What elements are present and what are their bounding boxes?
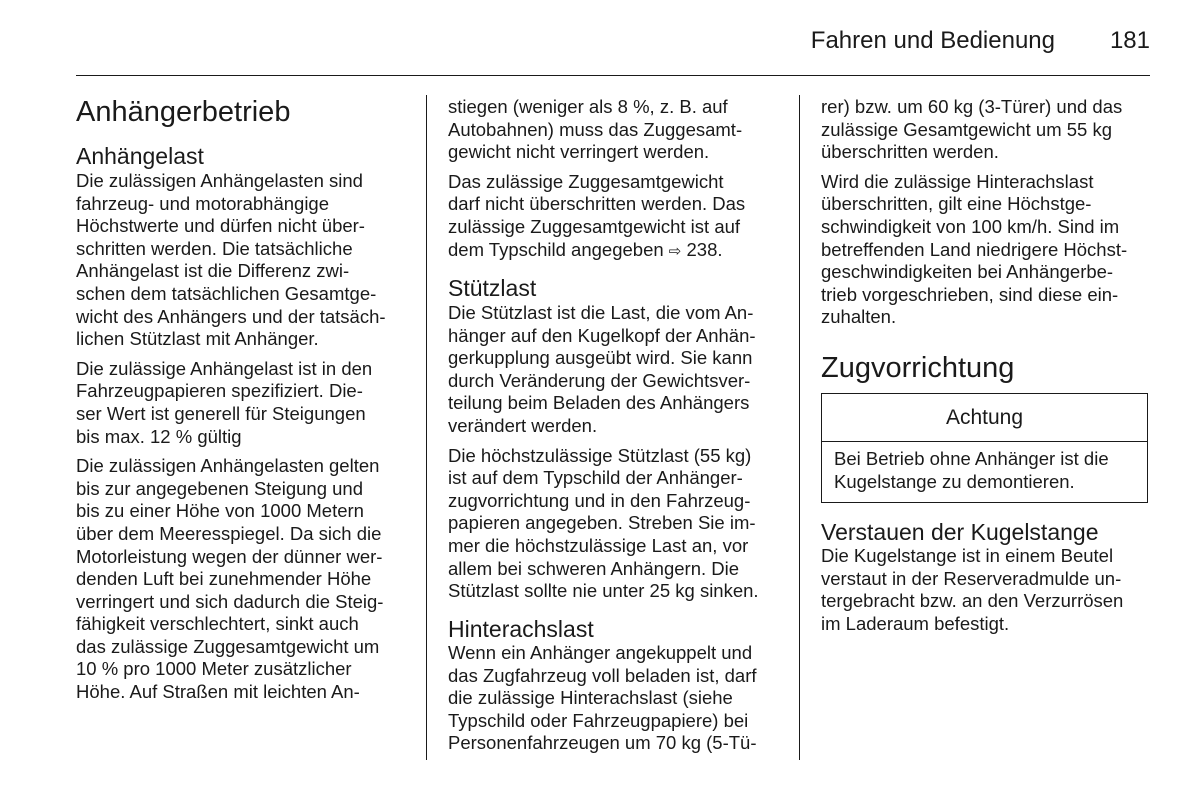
- paragraph: [821, 96, 1127, 329]
- text-line: Die Stützlast ist die Last, die vom An-: [448, 302, 754, 323]
- text-line: Wenn ein Anhänger angekuppelt und: [448, 642, 753, 663]
- text-line: zulässige Gesamtgewicht um 55 kg: [821, 118, 1112, 140]
- text-line-start: dem Typschild angegeben: [448, 238, 664, 260]
- text-line: zuhalten.: [821, 306, 897, 328]
- paragraph: [448, 96, 745, 261]
- text-line: Die höchstzulässige Stützlast (55 kg): [448, 444, 752, 466]
- text-line: bis max. 12 % gültig: [76, 425, 242, 447]
- column-divider-right: [799, 95, 800, 760]
- text-line: Das zulässige Zuggesamtgewicht: [448, 170, 724, 192]
- text-line: Wird die zulässige Hinterachslast: [821, 170, 1094, 192]
- text-line: betreffenden Land niedrigere Höchst-: [821, 238, 1128, 260]
- text-line: fahrzeug- und motorabhängige: [76, 192, 330, 214]
- text-line: bis zur angegebenen Steigung und: [76, 477, 363, 499]
- paragraph: [448, 302, 759, 603]
- text-line: durch Veränderung der Gewichtsver-: [448, 369, 751, 391]
- text-line: verändert werden.: [448, 414, 598, 436]
- column-divider-left: [426, 95, 427, 760]
- text-line: Die zulässigen Anhängelasten sind: [76, 170, 363, 191]
- text-line: Höchstwerte und dürfen nicht über-: [76, 215, 365, 237]
- text-line: schwindigkeit von 100 km/h. Sind im: [821, 215, 1120, 237]
- running-header-title: Fahren und Bedienung: [810, 27, 1055, 54]
- text-line: verringert und sich dadurch die Steig-: [76, 590, 384, 612]
- text-line: Höhe. Auf Straßen mit leichten An-: [76, 681, 360, 703]
- text-line: Autobahnen) muss das Zuggesamt-: [448, 118, 743, 140]
- text-line: überschritten, gilt eine Höchstge-: [821, 193, 1092, 215]
- text-line: trieb vorgeschrieben, sind diese ein-: [821, 283, 1119, 305]
- paragraph: [76, 170, 386, 704]
- text-line: 10 % pro 1000 Meter zusätzlicher: [76, 658, 352, 680]
- text-line: allem bei schweren Anhängern. Die: [448, 557, 740, 579]
- text-line: Fahrzeugpapieren spezifiziert. Die-: [76, 380, 363, 402]
- text-line: über dem Meeresspiegel. Da sich die: [76, 522, 382, 544]
- text-line: Die Kugelstange ist in einem Beutel: [821, 545, 1114, 566]
- text-line: denden Luft bei zunehmender Höhe: [76, 568, 372, 590]
- text-line: ist auf dem Typschild der Anhänger-: [448, 467, 743, 489]
- text-line: schen dem tatsächlichen Gesamtge-: [76, 282, 377, 304]
- text-line: mer die höchstzulässige Last an, vor: [448, 534, 749, 556]
- text-line: wicht des Anhängers und der tatsäch-: [76, 305, 386, 327]
- subheading-hinterachslast: Hinterachslast: [448, 616, 594, 642]
- page-reference-arrow-icon: ⇨: [668, 242, 682, 260]
- text-line: die zulässige Hinterachslast (siehe: [448, 687, 733, 709]
- text-line: verstaut in der Reserveradmulde un-: [821, 567, 1122, 589]
- text-line: bis zu einer Höhe von 1000 Metern: [76, 500, 364, 522]
- text-line: zugvorrichtung und in den Fahrzeug-: [448, 489, 751, 511]
- text-line: hänger auf den Kugelkopf der Anhän-: [448, 324, 756, 346]
- text-line: Typschild oder Fahrzeugpapiere) bei: [448, 709, 749, 731]
- text-line: im Laderaum befestigt.: [821, 612, 1010, 634]
- subheading-verstauen-kugelstange: Verstauen der Kugelstange: [821, 519, 1099, 545]
- text-line: gewicht nicht verringert werden.: [448, 141, 710, 163]
- text-line: geschwindigkeiten bei Anhängerbe-: [821, 261, 1114, 283]
- section-title-zugvorrichtung: Zugvorrichtung: [821, 352, 1015, 384]
- text-line: Motorleistung wegen der dünner wer-: [76, 545, 383, 567]
- text-line: gerkupplung ausgeübt wird. Sie kann: [448, 347, 753, 369]
- text-line: stiegen (weniger als 8 %, z. B. auf: [448, 96, 728, 117]
- text-line: Bei Betrieb ohne Anhänger ist die: [834, 448, 1109, 469]
- subheading-anhaengelast: Anhängelast: [76, 143, 204, 169]
- text-line: lichen Stützlast mit Anhänger.: [76, 328, 319, 350]
- text-line: darf nicht überschritten werden. Das: [448, 193, 746, 215]
- text-line: Kugelstange zu demontieren.: [834, 470, 1075, 492]
- subheading-stuetzlast: Stützlast: [448, 275, 537, 301]
- warning-title: Achtung: [822, 394, 1147, 442]
- text-line: Personenfahrzeugen um 70 kg (5-Tü-: [448, 732, 757, 754]
- page-number: 181: [1109, 27, 1150, 54]
- text-line: Die zulässige Anhängelast ist in den: [76, 357, 373, 379]
- text-line: papieren angegeben. Streben Sie im-: [448, 512, 756, 534]
- text-line: ser Wert ist generell für Steigungen: [76, 402, 366, 424]
- text-line: das Zugfahrzeug voll beladen ist, darf: [448, 664, 757, 686]
- text-line: rer) bzw. um 60 kg (3-Türer) und das: [821, 96, 1123, 117]
- warning-box: [821, 393, 1148, 503]
- text-line: Die zulässigen Anhängelasten gelten: [76, 455, 380, 477]
- text-line: überschritten werden.: [821, 141, 999, 163]
- text-line: das zulässige Zuggesamtgewicht um: [76, 635, 380, 657]
- text-line: Anhängelast ist die Differenz zwi-: [76, 260, 350, 282]
- text-line: fähigkeit verschlechtert, sinkt auch: [76, 613, 359, 635]
- text-line: [448, 239, 745, 262]
- text-line: teilung beim Beladen des Anhängers: [448, 392, 750, 414]
- header-divider: [76, 75, 1150, 76]
- text-line: tergebracht bzw. an den Verzurrösen: [821, 590, 1124, 612]
- text-line: Stützlast sollte nie unter 25 kg sinken.: [448, 580, 759, 602]
- section-title-anhaengerbetrieb: Anhängerbetrieb: [76, 96, 291, 128]
- paragraph: [448, 642, 757, 755]
- paragraph: [821, 545, 1123, 635]
- text-line: zulässige Zuggesamtgewicht ist auf: [448, 215, 741, 237]
- text-line: schritten werden. Die tatsächliche: [76, 237, 353, 259]
- warning-body: [822, 442, 1147, 493]
- page-reference-link[interactable]: 238.: [686, 238, 723, 260]
